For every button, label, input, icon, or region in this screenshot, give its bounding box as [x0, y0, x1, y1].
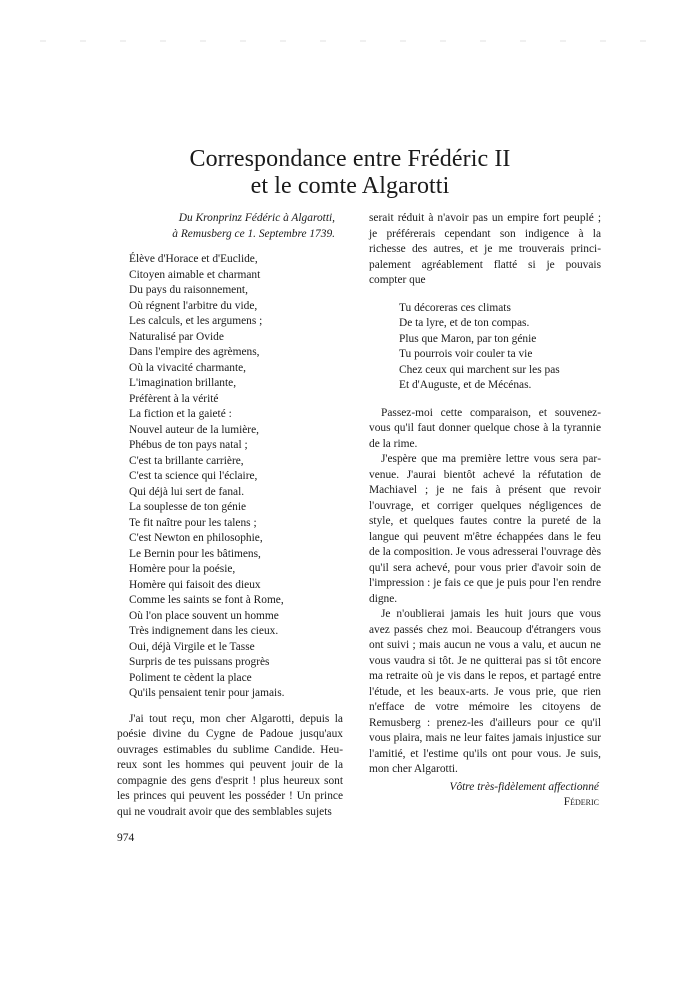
- poem-line: Naturalisé par Ovide: [129, 330, 224, 343]
- signature: Féderic: [563, 796, 599, 808]
- poem-line: Homère qui faisoit des dieux: [129, 578, 261, 591]
- poem-line: Plus que Maron, par ton génie: [399, 332, 537, 345]
- poem-line: Poliment te cèdent la place: [129, 671, 252, 684]
- poem-line: L'imagination brillante,: [129, 377, 237, 389]
- title-line-2: et le comte Algarotti: [250, 173, 450, 199]
- dateline-line-1: Du Kronprinz Fédéric à Algarotti,: [178, 212, 335, 224]
- paragraph: serait réduit à n'avoir pas un empire fort peuplé ; je préférerais cependant son indigence à la richesse des autres, et je me trouverais principalement agréablement flatté si je pouvais compter que: [369, 212, 601, 286]
- poem-line: Surpris de tes puissans progrès: [129, 656, 270, 668]
- poem-line: Où régnent l'arbitre du vide,: [129, 299, 258, 312]
- poem-line: De ta lyre, et de ton compas.: [399, 317, 530, 329]
- poem-right: [369, 301, 601, 394]
- dateline: [117, 211, 343, 242]
- paragraph: Passez-moi cette comparaison, et souvenez-vous qu'il faut donner quelque chose à la tyrannie de la rime.: [369, 406, 601, 450]
- poem-line: Et d'Auguste, et de Mécénas.: [399, 379, 532, 391]
- poem-line: Chez ceux qui marchent sur les pas: [399, 363, 560, 376]
- left-prose: [117, 712, 343, 821]
- poem-line: Tu pourrois voir couler ta vie: [399, 348, 533, 360]
- scan-artifact: [40, 40, 660, 42]
- poem-line: Où la vivacité charmante,: [129, 361, 247, 374]
- left-column: [117, 211, 343, 820]
- poem-line: Te fit naître pour les talens ;: [129, 516, 257, 529]
- dateline-line-2: à Remusberg ce 1. Septembre 1739.: [172, 227, 335, 240]
- poem-line: Citoyen aimable et charmant: [129, 268, 261, 281]
- poem-line: Qu'ils pensaient tenir pour jamais.: [129, 687, 285, 699]
- poem-line: La fiction et la gaieté :: [129, 408, 232, 420]
- poem-line: C'est Newton en philosophie,: [129, 532, 263, 544]
- poem-line: C'est ta brillante carrière,: [129, 454, 244, 467]
- poem-line: Nouvel auteur de la lumière,: [129, 423, 259, 436]
- paragraph: J'ai tout reçu, mon cher Algarotti, depuis la poésie divine du Cygne de Padoue jusqu'aux ouvrages estimables du sublime Candide. Heureux sont les hommes qui peuvent jouir de la compagnie des gens d'esprit ! plus heureux sont les princes qui peuvent les posséder ! Un prince qui ne voudrait avoir que des semblables sujets: [117, 712, 343, 818]
- poem-line: Phébus de ton pays natal ;: [129, 439, 248, 451]
- poem-line: C'est ta science qui l'éclaire,: [129, 470, 258, 482]
- poem-line: Qui déjà lui sert de fanal.: [129, 485, 245, 498]
- poem-line: Très indignement dans les cieux.: [129, 625, 279, 637]
- right-column: [369, 211, 601, 811]
- poem-line: Où l'on place souvent un homme: [129, 609, 279, 622]
- page-number: 974: [117, 832, 135, 844]
- poem-line: Préfèrent à la vérité: [129, 392, 219, 405]
- paragraph: Je n'oublierai jamais les huit jours que vous avez passés chez moi. Beaucoup d'étrangers vous ont suivi ; mais aucun ne vous a valu, et aucun ne vous vaudra si tôt. Je ne quitterai pas si tôt encore ma retraite où je vis dans le repos, et partagé entre l'étude, et les beaux-arts. Je vous prie, que rien n'efface de votre mémoire les citoyens de Remusberg : prenez-les d'ailleurs pour ce qu'il vous plaira, mais ne leur faites jamais injustice sur l'amitié, et l'estime qu'ils ont pour vous. Je suis, mon cher Algarotti.: [369, 608, 601, 775]
- article-title: [0, 146, 700, 200]
- poem-line: Élève d'Horace et d'Euclide,: [129, 253, 258, 265]
- poem-line: Tu décoreras ces climats: [399, 301, 511, 314]
- poem-line: La souplesse de ton génie: [129, 501, 247, 513]
- poem-line: Le Bernin pour les bâtimens,: [129, 547, 261, 560]
- poem-line: Dans l'empire des agrèmens,: [129, 346, 260, 358]
- title-line-1: Correspondance entre Frédéric II: [189, 146, 511, 172]
- signoff: Vôtre très-fidèlement affectionné: [449, 780, 599, 793]
- poem-line: Du pays du raisonnement,: [129, 284, 248, 296]
- right-intro: [369, 211, 601, 289]
- poem-line: Les calculs, et les argumens ;: [129, 315, 263, 327]
- poem-line: Comme les saints se font à Rome,: [129, 594, 284, 606]
- poem-line: Homère pour la poésie,: [129, 563, 236, 575]
- poem-line: Oui, déjà Virgile et le Tasse: [129, 640, 255, 653]
- poem-left: [117, 252, 343, 702]
- paragraph: J'espère que ma première lettre vous sera parvenue. J'aurai bientôt achevé la réfutation de Machiavel ; je ne fais à présent que revoir l'ouvrage, et corriger quelques négligences de style, et quelques fautes contre la pureté de la langue qui peuvent m'être échappées dans le feu de la composition. Je vous adresserai l'ouvrage dès qu'il sera achevé, pour vous prier d'avoir soin de l'impression : je fais ce que je puis pour l'en rendre digne.: [369, 453, 601, 605]
- right-prose: [369, 406, 601, 778]
